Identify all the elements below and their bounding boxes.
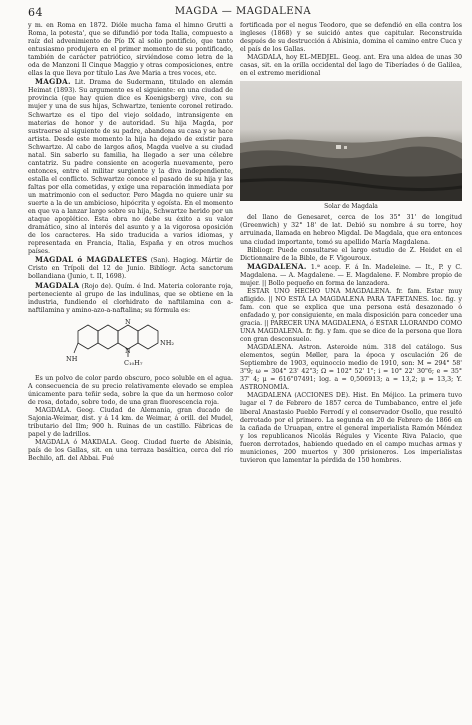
right-top-paragraph-2: MAGDALA, hoy EL-MEDJEL. Geog. ant. Era una aldea de unas 30 casas, sit. en la orilla occidental del lago de Tiberíades ó de Galilea, en el extremo meridional: [240, 54, 462, 78]
page-header: [28, 4, 458, 20]
entry-text: (San). Hagiog. Mártir de Cristo en Trípoli del 12 de Junio. Biblíogr. Acta sanctorum bollandiana (Junio, t. II, 1698).: [28, 257, 234, 281]
entry-text: Es un polvo de color pardo obscuro, poco soluble en el agua. A consecuencia de su precio relativamente elevado se emplea únicamente para teñir seda, sobre la que da un hermoso color de rosa, dotado, sobre todo, de una gran fluorescencia roja.: [28, 374, 233, 406]
headword: MAGDALENA.: [247, 261, 307, 271]
photo-solar-de-magdala: [240, 81, 462, 201]
entry-text: 1.ª acep. F. á In. Madeleine. — It., P. y C. Magdalena. — A. Magdalene. — E. Magdalene. F. Nombre propio de mujer. || Bollo pequeño en forma de lanzadera.: [240, 263, 462, 287]
entry-text: y m. en Roma en 1872. Dióle mucha fama el himno Grutti a Roma, la potesta', que se difundió por toda Italia, compuesto a raíz del advenimiento de Pío IX al solio pontificio, que tanto entusiasmo produjera en el primer momento de su pontificado, también de carácter patriótico, sirviéndose como letra de la oda de Manzoni Il Cinque Maggio y otras composiciones, entre ellas la que lleva por título Las Ave Maria a tres voces, etc.: [28, 22, 233, 78]
entry-text: del llano de Genesaret, cerca de los 35° 31' de longitud (Greenwich) y 32° 18' de lat. Debió su nombre á su torre, hoy arruinada, llamada en hebreo Migdal. De Magdala, que era entonces una ciudad importante, tomó su apellido María Magdalena.: [240, 214, 462, 246]
entry-text: MAGDALA ó MAKDALA. Geog. Ciudad fuerte de Abisinia, país de los Gallas, sit. en una terraza basáltica, cerca del río Bechilo, afl. del Abbai. Fué: [28, 439, 233, 463]
entry-text: MAGDALA. Geog. Ciudad de Alemania, gran ducado de Sajonia-Weimar, dist. y á 14 km. de Weimar, á orill. del Mudel, tributario del Ilm; 900 h. Ruinas de un castillo. Fábricas de papel y de ladrillos.: [28, 406, 233, 439]
right-paragraph: [240, 344, 462, 392]
right-paragraph: [240, 288, 462, 344]
entry-text: MAGDALENA. Astron. Asteroide núm. 318 del catálogo. Sus elementos, según Møller, para la época y osculación 26 de Septiembre de 1903, equinoccio medio de 1910, son: M = 294° 58' 3"9; ω = 304° 23' 42"3; Ω = 102° 52' 1"; i = 10° 22' 30"6; e = 35° 37' 4; μ = 616"07491; log. a = 0,506913; a = 13,2; μ = 13,3; Y. ASTRONOMÍA.: [240, 344, 462, 392]
running-title: MAGDA — MAGDALENA: [174, 6, 312, 17]
entry-text: Bibliogr. Puede consultarse el largo estudio de Z. Heidet en el Dictionnaire de la Bible, de F. Vigouroux.: [240, 246, 462, 262]
headword: MAGDA.: [35, 77, 71, 87]
left-paragraph: [28, 78, 233, 256]
right-paragraph: [240, 214, 462, 246]
left-paragraph: [28, 375, 233, 407]
left-paragraph: [28, 256, 233, 281]
entry-text: Lit. Drama de Sudermann, titulado en alemán Heimat (1893). Su argumento es el siguiente: en una ciudad de provincia (que hay quien dice es Koenigsberg) vive, con su mujer y una de sus hijas, Schwartze, teniente coronel retirado. Schwartze es el tipo del viejo soldado, intransigente en materias de honor y de autoridad. Su hija Magda, por sustraerse al siguiente de su padre, abandona su casa y se hace artista. Desde este momento la hija ha dejado de existir para Schwartze. Al cabo de largos años, Magda vuelve a su ciudad natal. Sin saberlo su familia, ha llegado a ser una célebre cantatriz. Su padre consiente en acogerla nuevamente, pero entonces, entre el militar surgiente y la diva independiente, estalla el conflicto. Schwartze conoce el pasado de su hija y las faltas por ella cometidas, y exige una reparación inmediata por un matrimonio con el seductor. Pero Magda no quiere unir su suerte a la de un ambicioso, hipócrita y egoísta. En el momento en que va a lanzar largo sobre su hija, Schwartze herido por un ataque apoplético. Esta obra no debe su éxito a su valor dramático, sino al interés del asunto y a la vigorosa oposición de los caracteres. Ha sido traducida a varios idiomas, y representada en Francia, Italia, España y en otros muchos países.: [28, 79, 233, 256]
headword: MAGDALA: [35, 280, 80, 290]
right-paragraph: [240, 392, 462, 464]
entry-text: ESTAR UNO HECHO UNA MAGDALENA. fr. fam. Estar muy afligido. || NO ESTÁ LA MAGDALENA PARA TAFETANES. loc. fig. y fam. con que se explica que una persona está desazonado ó enfadado y, por consiguiente, en mala disposición para conceder una gracia. || PARECER UNA MAGDALENA, ó ESTAR LLORANDO COMO UNA MAGDALENA. fr. fig. y fam. que se dice de la persona que llora con gran desconsuelo.: [240, 287, 462, 344]
left-paragraph: [28, 22, 233, 78]
left-paragraph: [28, 282, 233, 315]
formula-n-mid: N: [125, 346, 131, 355]
right-paragraph: [240, 247, 462, 263]
formula-nh2: NH₂: [160, 338, 174, 347]
entry-text: (Rojo de). Quím. é Ind. Materia colorante roja, perteneciente al grupo de las indulinas, que se obtiene en la industria, fundiendo el clorhidrato de naftilamina con a-naftilamina y amino-azo-a-naftalina; su fórmula es:: [28, 282, 233, 314]
headword: MAGDAL ó MAGDALETES: [35, 255, 148, 265]
right-column: [240, 22, 462, 465]
formula-nh: NH: [66, 354, 78, 363]
left-paragraph: [28, 439, 233, 463]
left-paragraph: [28, 407, 233, 439]
left-column: [28, 22, 233, 463]
page-number: 64: [28, 6, 43, 19]
photo-caption: Solar de Magdala: [324, 203, 378, 211]
entry-text: MAGDALENA (ACCIONES DE). Hist. En Méjico. La primera tuvo lugar el 7 de Febrero de 1857 cerca de Tumbabanco, entre el jefe liberal Anastasio Pueblo Ferrodí y el conservador Osollo, que resultó derrotado por el primero. La segunda en 20 de Febrero de 1866 en la cañada de Uruapan, entre el general imperialista Ramón Méndez y los republicanos Nicolás Régules y Vicente Riva Palacio, que fueron derrotados, habiendo quedado en el campo muchas armas y municiones, 200 muertos y 300 prisioneros. Los imperialistas tuvieron que lamentar la pérdida de 150 hombres.: [240, 392, 462, 464]
formula-c10h7: C₁₀H₇: [124, 358, 143, 367]
right-paragraph: [240, 263, 462, 288]
formula-n-top: N: [125, 317, 131, 326]
chemical-formula: [28, 317, 233, 373]
right-top-paragraph: fortificada por el negus Teodoro, que se defendió en ella contra los ingleses (1868) y se suicidó antes que capitular. Reconstruída después de su destrucción á Abisinia, domina el camino entre Cuca y el país de los Gallas.: [240, 22, 462, 54]
landscape-illustration: [240, 81, 462, 201]
